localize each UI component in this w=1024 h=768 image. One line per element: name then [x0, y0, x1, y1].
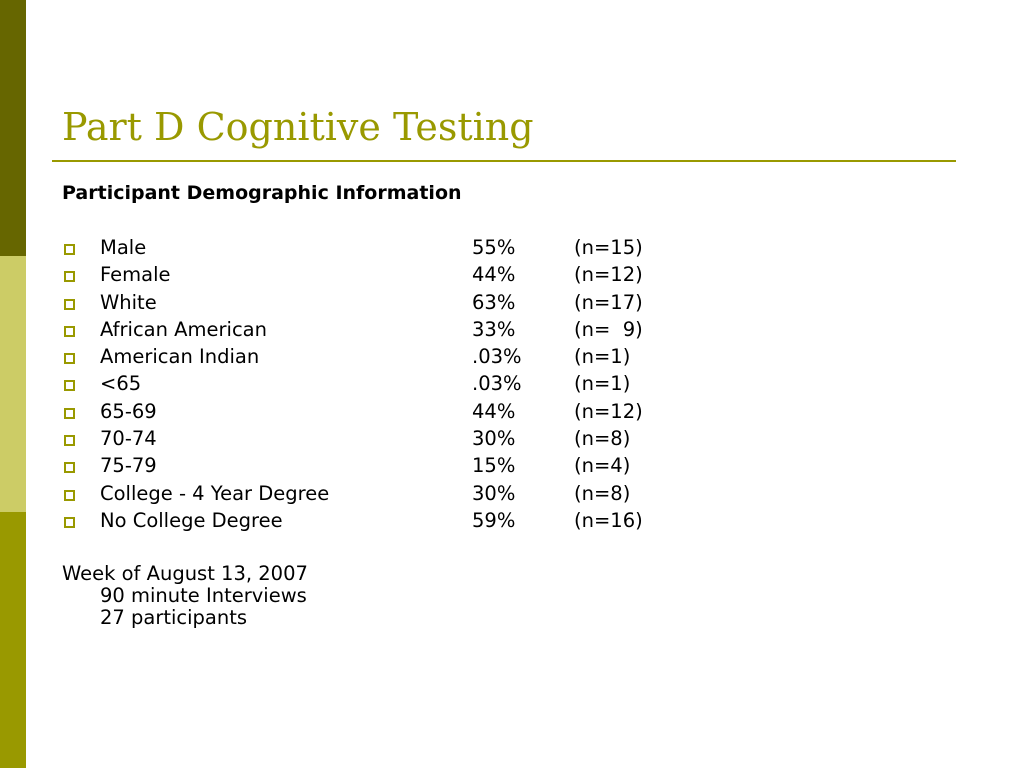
- square-bullet-icon: [64, 380, 75, 391]
- square-bullet-icon: [64, 326, 75, 337]
- slide-title: Part D Cognitive Testing: [62, 105, 534, 149]
- side-bar-middle-segment: [0, 256, 26, 512]
- section-heading: Participant Demographic Information: [62, 182, 462, 204]
- item-label: No College Degree: [100, 508, 283, 532]
- item-count: (n=8): [574, 427, 631, 451]
- item-count: (n=16): [574, 508, 643, 532]
- item-count: (n=12): [574, 263, 643, 287]
- square-bullet-icon: [64, 244, 75, 255]
- item-label: African American: [100, 317, 267, 341]
- interview-note: [62, 563, 308, 629]
- item-count: (n=8): [574, 481, 631, 505]
- square-bullet-icon: [64, 408, 75, 419]
- item-percent: 44%: [472, 399, 516, 423]
- square-bullet-icon: [64, 462, 75, 473]
- item-label: 70-74: [100, 427, 157, 451]
- note-date-line: Week of August 13, 2007: [62, 562, 308, 585]
- note-duration-line: 90 minute Interviews: [100, 584, 307, 607]
- square-bullet-icon: [64, 299, 75, 310]
- side-bar-top-segment: [0, 0, 26, 256]
- item-percent: 44%: [472, 263, 516, 287]
- item-percent: 55%: [472, 236, 516, 259]
- item-percent: 33%: [472, 317, 516, 341]
- note-participants-line: 27 participants: [100, 606, 248, 629]
- square-bullet-icon: [64, 353, 75, 364]
- item-percent: .03%: [472, 372, 522, 396]
- item-percent: 30%: [472, 481, 516, 505]
- item-label: 65-69: [100, 399, 157, 423]
- item-label: <65: [100, 372, 142, 396]
- square-bullet-icon: [64, 490, 75, 501]
- item-count: (n=17): [574, 290, 643, 314]
- title-underline: [52, 160, 956, 162]
- item-count: (n=12): [574, 399, 643, 423]
- item-percent: .03%: [472, 345, 522, 369]
- item-count: (n= 9): [574, 317, 643, 341]
- item-percent: 59%: [472, 508, 516, 532]
- item-label: American Indian: [100, 345, 260, 369]
- square-bullet-icon: [64, 435, 75, 446]
- square-bullet-icon: [64, 271, 75, 282]
- item-count: (n=1): [574, 372, 631, 396]
- item-count: (n=1): [574, 345, 631, 369]
- square-bullet-icon: [64, 517, 75, 528]
- item-label: College - 4 Year Degree: [100, 481, 330, 505]
- item-percent: 15%: [472, 454, 516, 478]
- item-percent: 63%: [472, 290, 516, 314]
- side-bar-bottom-segment: [0, 512, 26, 768]
- item-label: Male: [100, 236, 147, 259]
- item-label: White: [100, 290, 157, 314]
- item-percent: 30%: [472, 427, 516, 451]
- item-count: (n=15): [574, 236, 643, 259]
- side-accent-bar: [0, 0, 26, 768]
- item-label: Female: [100, 263, 171, 287]
- item-count: (n=4): [574, 454, 631, 478]
- item-label: 75-79: [100, 454, 157, 478]
